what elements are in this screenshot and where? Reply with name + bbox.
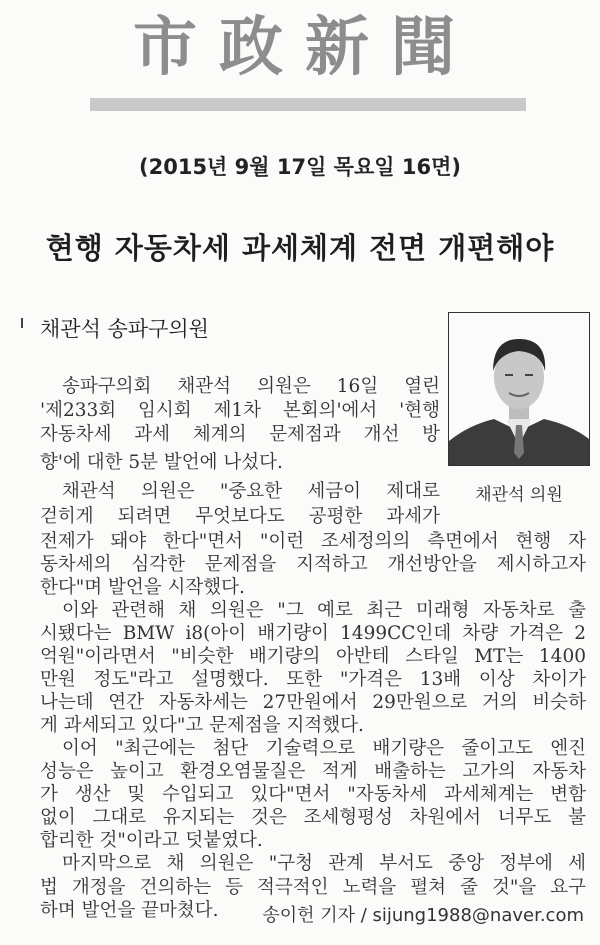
body-line: 법 개정을 건의하는 등 적극적인 노력을 펼쳐 줄 것"을 요구 [40,877,586,898]
article-byline: 채관석 송파구의원 [40,317,209,341]
body-line: 한다"며 발언을 시작했다. [40,577,245,598]
body-line: 전제가 돼야 한다"면서 "이런 조세정의의 측면에서 현행 자 [40,531,586,552]
body-line: 동차세의 심각한 문제점을 지적하고 개선방안을 제시하고자 [40,554,586,575]
body-line: 가 생산 및 수입되고 있다"면서 "자동차세 과세체계는 변함 [40,784,586,805]
body-line: 송파구의회 채관석 의원은 16일 열린 [62,376,440,397]
body-line: 게 과세되고 있다"고 문제점을 지적했다. [40,715,364,736]
body-line: 자동차세 과세 체계의 문제점과 개선 방 [40,424,440,445]
body-line: 만원 정도"라고 설명했다. 또한 "가격은 13배 이상 차이가 [40,669,586,690]
body-line: 향'에 대한 5분 발언에 나섰다. [40,452,283,473]
body-line: '제233회 임시회 제1차 본회의'에서 '현행 [40,400,440,421]
body-line: 이와 관련해 채 의원은 "그 예로 최근 미래형 자동차로 출 [62,600,586,621]
publication-date: (2015년 9월 17일 목요일 16면) [139,155,461,179]
body-line: 하며 발언을 끝마쳤다. [40,900,219,921]
body-line: 억원"이라면서 "비슷한 배기량의 아반테 스타일 MT는 1400 [40,646,586,667]
portrait-image [449,313,589,465]
body-line: 시됐다는 BMW i8(아이 배기량이 1499CC인데 차량 가격은 2 [40,623,586,644]
body-line: 걷히게 되려면 무엇보다도 공평한 과세가 [40,506,440,527]
reporter-credit: 송이헌 기자 / sijung1988@naver.com [262,905,584,926]
body-line: 이어 "최근에는 첨단 기술력으로 배기량은 줄이고도 엔진 [62,738,586,759]
article-headline: 현행 자동차세 과세체계 전면 개편해야 [45,231,555,265]
body-line: 나는데 연간 자동차세는 27만원에서 29만원으로 거의 비슷하 [40,692,586,713]
body-line: 채관석 의원은 "중요한 세금이 제대로 [62,481,440,502]
byline-marker [21,318,23,328]
photo-caption: 채관석 의원 [475,485,563,505]
body-line: 마지막으로 채 의원은 "구청 관계 부서도 중앙 정부에 세 [62,853,586,874]
newspaper-masthead: 市政新聞 [133,11,477,85]
portrait-photo [448,312,590,466]
body-line: 없이 그대로 유지되는 것은 조세형평성 차원에서 너무도 불 [40,807,586,828]
body-line: 성능은 높이고 환경오염물질은 적게 배출하는 고가의 자동차 [40,761,586,782]
masthead-bar [90,98,526,111]
body-line: 합리한 것"이라고 덧붙였다. [40,830,263,851]
